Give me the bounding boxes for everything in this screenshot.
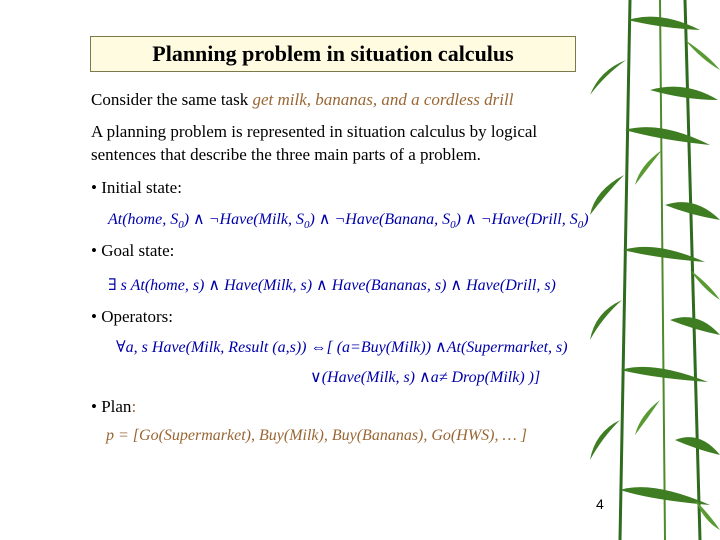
plan-label: • Plan: [91, 397, 137, 416]
operator-formula-line-2: ∨(Have(Milk, s) ∧a≠ Drop(Milk) )] [310, 369, 541, 386]
intro-line [91, 90, 513, 110]
operator-formula-line-1: ∀a, s Have(Milk, Result (a,s)) ⇔[ (a=Buy(Milk)) ∧At(Supermarket, s) [116, 339, 568, 356]
operators-label: • Operators: [91, 307, 173, 326]
intro-prefix: Consider the same task [91, 90, 253, 109]
plan-formula: p = [Go(Supermarket), Buy(Milk), Buy(Bananas), Go(HWS), … ] [106, 427, 527, 444]
intro-task: get milk, bananas, and a cordless drill [252, 90, 514, 109]
goal-state-formula: ∃ s At(home, s) ∧ Have(Milk, s) ∧ Have(Bananas, s) ∧ Have(Drill, s) [108, 277, 556, 294]
bamboo-decoration [590, 0, 720, 540]
description-line-1: A planning problem is represented in situation calculus by logical [91, 122, 538, 141]
slide-title: Planning problem in situation calculus [90, 36, 576, 72]
initial-state-label: • Initial state: [91, 178, 182, 197]
description-line-2: sentences that describe the three main parts of a problem. [91, 145, 481, 164]
initial-state-formula: At(home, $S_0$) ∧ ¬Have(Milk, $S_0$) ∧ ¬Have(Banana, $S_0$) ∧ ¬Have(Drill, $S_0$) [108, 211, 589, 232]
goal-state-label: • Goal state: [91, 241, 175, 260]
page-number: 4 [596, 496, 604, 512]
